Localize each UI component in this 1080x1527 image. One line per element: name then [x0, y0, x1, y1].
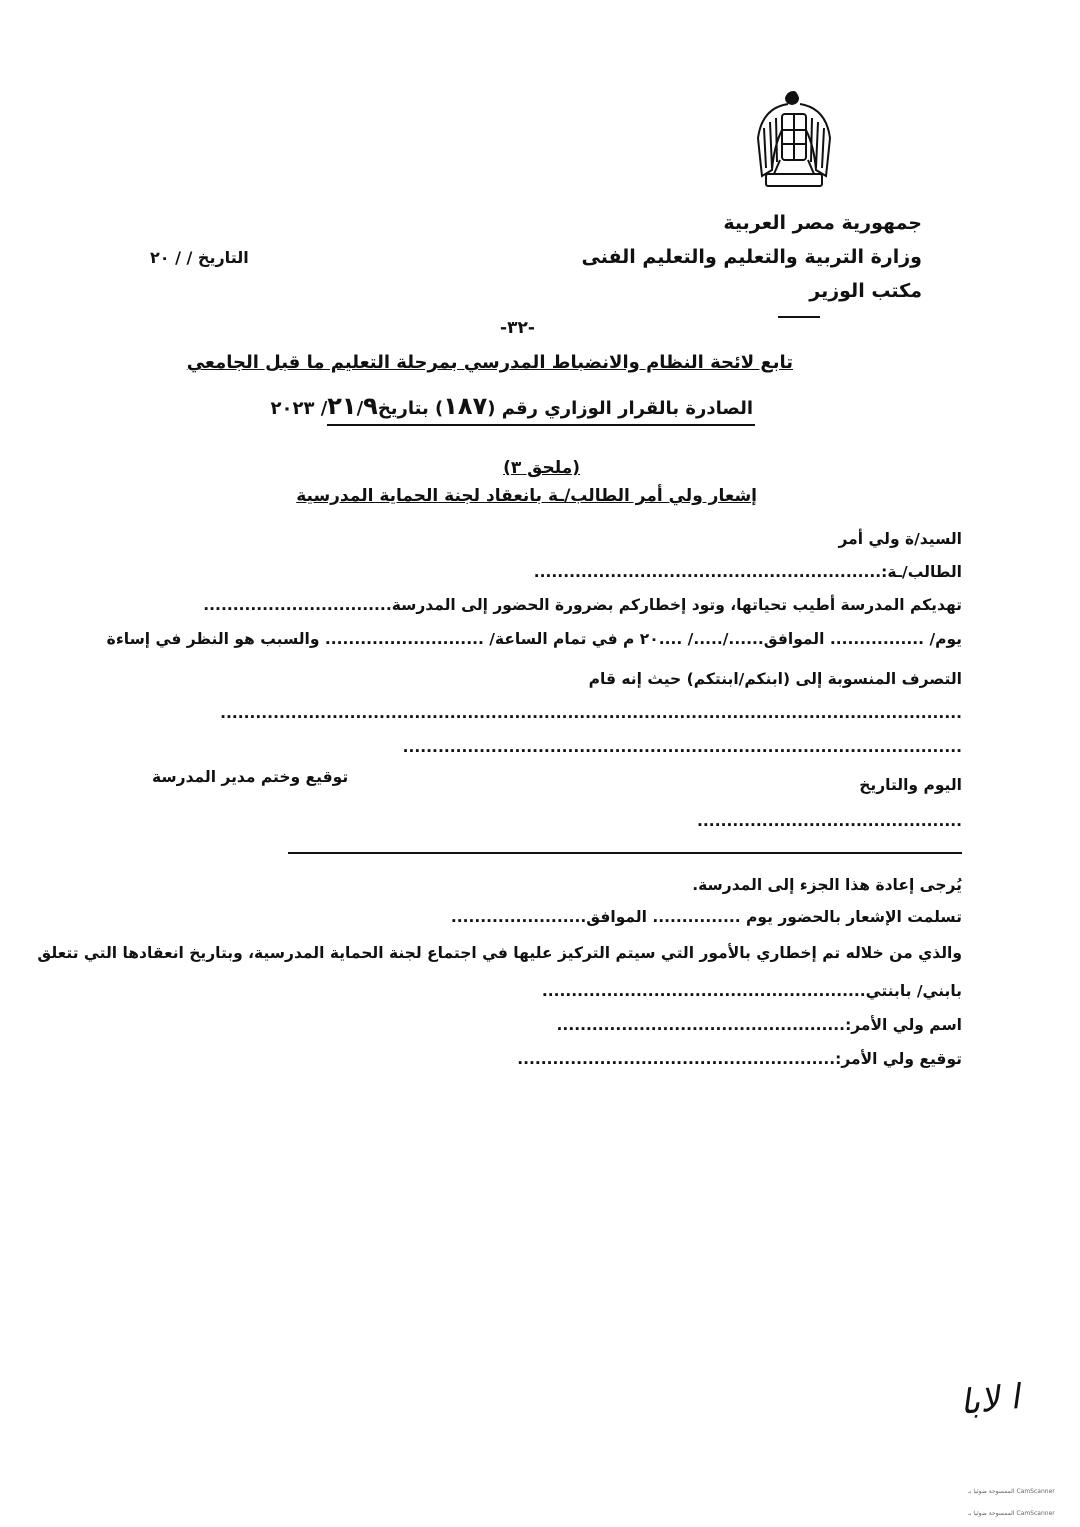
- dotted-line-3: .............................................: [697, 812, 962, 830]
- dotted-line-2: ...............................................................................................: [402, 738, 962, 756]
- decree-year: / ٢٠٢٣: [270, 398, 328, 419]
- decree-day: ٢١: [327, 392, 357, 420]
- student-line: الطالب/ـة:...........................................................: [533, 563, 962, 581]
- country-name: جمهورية مصر العربية: [723, 212, 922, 234]
- regulation-title: تابع لائحة النظام والانضباط المدرسي بمرحلة التعليم ما قبل الجامعي: [186, 352, 793, 373]
- decree-prefix: الصادرة بالقرار الوزاري رقم (: [487, 398, 753, 419]
- received-line: تسلمت الإشعار بالحضور يوم ............... الموافق.......................: [450, 908, 962, 926]
- day-date-label: اليوم والتاريخ: [859, 776, 962, 794]
- child-line: بابني/ بابنتي.......................................................: [541, 982, 962, 1000]
- addressee-label: السيد/ة ولي أمر: [838, 530, 962, 548]
- decree-underline: [327, 424, 755, 426]
- greeting-line: تهديكم المدرسة أطيب تحياتها، وتود إخطاركم بضرورة الحضور إلى المدرسة................................: [203, 596, 962, 614]
- guardian-name-line: اسم ولي الأمر:.................................................: [556, 1016, 962, 1034]
- page-number: -٣٢-: [500, 318, 535, 338]
- notice-title: إشعار ولي أمر الطالب/ـة بانعقاد لجنة الحماية المدرسية: [296, 486, 757, 506]
- handwritten-note: ا لابا: [958, 1377, 1022, 1423]
- date-line: التاريخ / / ٢٠: [150, 248, 249, 267]
- annex-label: (ملحق ٣): [503, 458, 580, 478]
- office-name: مكتب الوزير: [809, 280, 922, 302]
- reason-line: التصرف المنسوبة إلى (ابنكم/ابنتكم) حيث إنه قام: [588, 670, 962, 688]
- eagle-seal-icon: [752, 88, 836, 198]
- decree-line: الصادرة بالقرار الوزاري رقم (١٨٧) بتاريخ٢١/٩/ ٢٠٢٣: [270, 392, 753, 420]
- dotted-line-1: ..............................................................................................................................: [220, 704, 962, 722]
- scanner-watermark-1: CamScanner الممسوحة ضوئيا بـ: [968, 1488, 1055, 1495]
- section-divider: [288, 852, 962, 854]
- decree-month: ٩: [363, 392, 378, 420]
- principal-signature-label: توقيع وختم مدير المدرسة: [152, 768, 349, 786]
- return-instruction: يُرجى إعادة هذا الجزء إلى المدرسة.: [692, 876, 962, 894]
- scanner-watermark-2: CamScanner الممسوحة ضوئيا بـ: [968, 1510, 1055, 1517]
- decree-middle: ) بتاريخ: [377, 398, 444, 419]
- office-underline: [778, 316, 820, 318]
- ministry-name: وزارة التربية والتعليم والتعليم الفنى: [581, 246, 922, 268]
- appointment-line: يوم/ ................ الموافق....../...../ ....٢٠ م في تمام الساعة/ ........................... والسبب هو النظر في إساءة: [106, 630, 962, 648]
- informed-line: والذي من خلاله تم إخطاري بالأمور التي سيتم التركيز عليها في اجتماع لجنة الحماية المدرسية، وبتاريخ انعقادها التي تتعلق: [37, 944, 962, 962]
- decree-number: ١٨٧: [443, 392, 488, 420]
- guardian-signature-line: توقيع ولي الأمر:......................................................: [517, 1050, 962, 1068]
